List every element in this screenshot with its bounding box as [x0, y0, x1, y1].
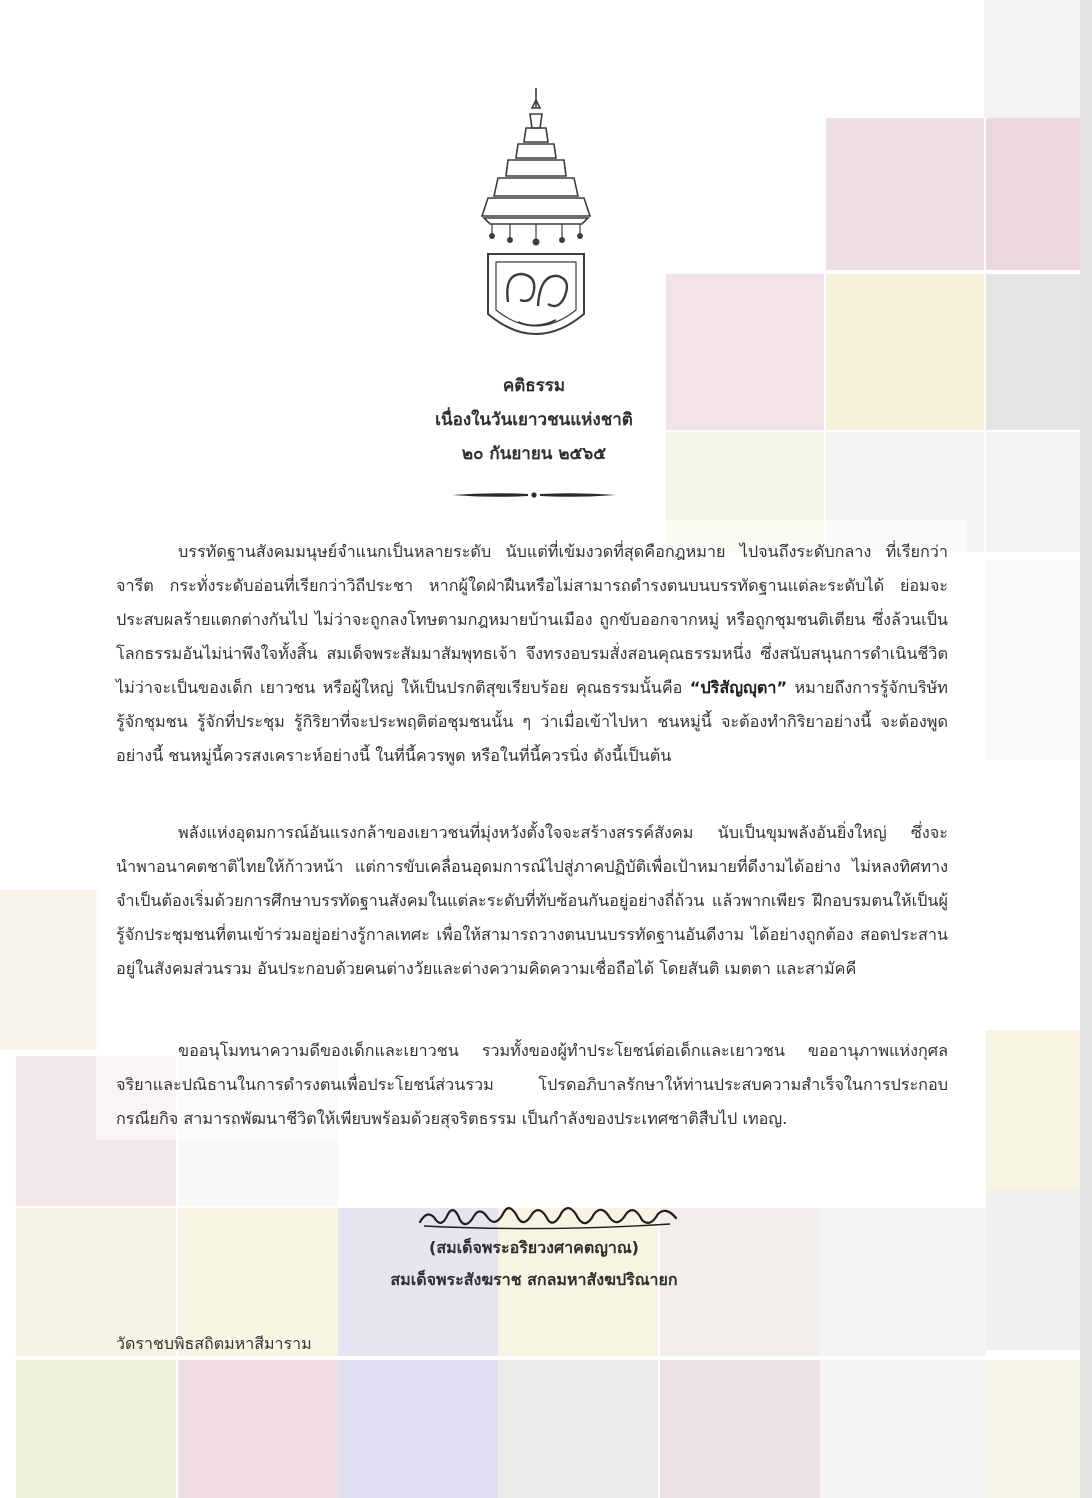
- paragraph-1-text-b: หมายถึงการรู้จักบริษัท รู้จักชุมชน รู้จักที่ประชุม รู้กิริยาที่จะประพฤติต่อชุมชนนั้น ๆ ว่าเมื่อเข้าไปหา ชนหมู่นี้ จะต้องทำกิริยาอย่างนี้ จะต้องพูดอย่างนี้ ชนหมู่นี้ควรสงเคราะห์อย่างนี้ ในที่นี้ควรพูด หรือในที่นี้ควรนิ่ง ดังนี้เป็นต้น: [116, 678, 948, 765]
- paragraph-1: [116, 535, 948, 773]
- paragraph-1-text-a: บรรทัดฐานสังคมมนุษย์จำแนกเป็นหลายระดับ นับแต่ที่เข้มงวดที่สุดคือกฎหมาย ไปจนถึงระดับกลาง ที่เรียกว่าจารีต กระทั่งระดับอ่อนที่เรียกว่าวิถีประชา หากผู้ใดฝ่าฝืนหรือไม่สามารถดำรงตนบนบรรทัดฐานแต่ละระดับได้ ย่อมจะประสบผลร้ายแตกต่างกันไป ไม่ว่าจะถูกลงโทษตามกฎหมายบ้านเมือง ถูกขับออกจากหมู่ หรือถูกชุมชนติเตียน ซึ่งล้วนเป็นโลกธรรมอันไม่น่าพึงใจทั้งสิ้น สมเด็จพระสัมมาสัมพุทธเจ้า จึงทรงอบรมสั่งสอนคุณธรรมหนึ่ง ซึ่งสนับสนุนการดำเนินชีวิต ไม่ว่าจะเป็นของเด็ก เยาวชน หรือผู้ใหญ่ ให้เป็นปรกติสุขเรียบร้อย คุณธรรมนั้นคือ: [116, 542, 948, 697]
- document-title: คติธรรม: [502, 376, 566, 396]
- document-occasion: เนื่องในวันเยาวชนแห่งชาติ: [435, 410, 633, 430]
- temple-name: วัดราชบพิธสถิตมหาสีมาราม: [116, 1334, 312, 1353]
- signatory-name: (สมเด็จพระอริยวงศาคตญาณ): [429, 1238, 639, 1257]
- ornamental-divider: [450, 488, 618, 502]
- paragraph-1-term: “ปริสัญญุตา”: [689, 678, 788, 697]
- handwritten-signature: [414, 1196, 684, 1236]
- document-date: ๒๐ กันยายน ๒๕๖๕: [461, 444, 607, 464]
- paragraph-3: [116, 1034, 948, 1136]
- royal-emblem-icon: [478, 84, 594, 356]
- paragraph-2: [116, 816, 948, 986]
- paragraph-3-text: ขออนุโมทนาความดีของเด็กและเยาวชน รวมทั้งของผู้ทำประโยชน์ต่อเด็กและเยาวชน ขออานุภาพแห่งกุศล จริยาและปณิธานในการดำรงตนเพื่อประโยชน์ส่วนรวม โปรดอภิบาลรักษาให้ท่านประสบความสำเร็จในการประกอบ กรณียกิจ สามารถพัฒนาชีวิตให้เพียบพร้อมด้วยสุจริตธรรม เป็นกำลังของประเทศชาติสืบไป เทอญ.: [116, 1041, 948, 1128]
- signatory-title: สมเด็จพระสังฆราช สกลมหาสังฆปริณายก: [390, 1270, 678, 1289]
- paragraph-2-text: พลังแห่งอุดมการณ์อันแรงกล้าของเยาวชนที่มุ่งหวังตั้งใจจะสร้างสรรค์สังคม นับเป็นขุมพลังอันยิ่งใหญ่ ซึ่งจะนำพาอนาคตชาติไทยให้ก้าวหน้า แต่การขับเคลื่อนอุดมการณ์ไปสู่ภาคปฏิบัติเพื่อเป้าหมายที่ดีงามได้อย่าง ไม่หลงทิศทาง จำเป็นต้องเริ่มด้วยการศึกษาบรรทัดฐานสังคมในแต่ละระดับที่ทับซ้อนกันอยู่อย่างถี่ถ้วน แล้วพากเพียร ฝึกอบรมตนให้เป็นผู้รู้จักประชุมชนที่ตนเข้าร่วมอยู่อย่างรู้กาลเทศะ เพื่อให้สามารถวางตนบนบรรทัดฐานอันดีงาม ได้อย่างถูกต้อง สอดประสานอยู่ในสังคมส่วนรวม อันประกอบด้วยคนต่างวัยและต่างความคิดความเชื่อถือได้ โดยสันติ เมตตา และสามัคคี: [116, 823, 948, 978]
